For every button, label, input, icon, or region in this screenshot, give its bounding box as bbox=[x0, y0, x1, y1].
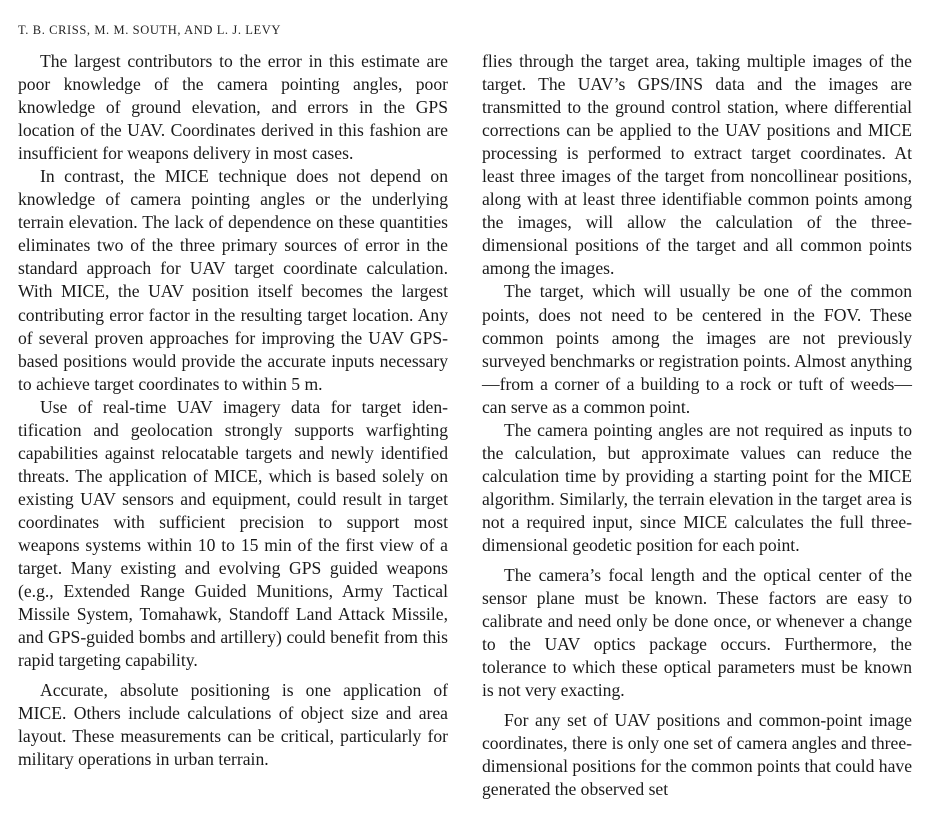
paragraph-common-points: The target, which will usually be one of the common points, does not need to be centered in the FOV. These common points among the images are not previously surveyed benchmarks or registration points. Almost anything—from a corner of a building to a rock or tuft of weeds—can serve as a common point. bbox=[482, 281, 912, 417]
left-column bbox=[18, 50, 448, 771]
paragraph-error-contributors: The largest contributors to the error in this estimate are poor knowledge of the camera pointing angles, poor knowledge of ground elevation, and errors in the GPS location of the UAV. Coordinates derived in this fashion are insufficient for weapons delivery in most cases. bbox=[18, 51, 448, 164]
running-head-authors: T. B. CRISS, M. M. SOUTH, AND L. J. LEVY bbox=[18, 23, 282, 37]
paragraph-applications: Accurate, absolute positioning is one application of MICE. Others include calculations of object size and area layout. These measurements can be critical, particularly for military operations in urban terrain. bbox=[18, 680, 448, 770]
paragraph-focal-length: The camera’s focal length and the optical center of the sensor plane must be known. These factors are easy to calibrate and need only be done once, or whenever a change to the UAV optics package occurs. Furthermore, the tolerance to which these optical parameters must be known is not very exacting. bbox=[482, 565, 912, 701]
right-column bbox=[482, 50, 912, 802]
paragraph-realtime-imagery: Use of real-time UAV imagery data for target identification and geolocation strongly supports warfighting capabilities against relocatable targets and newly identified threats. The application of MICE, which is based solely on existing UAV sensors and equipment, could result in target coordinates with sufficient precision to support most weapons systems within 10 to 15 min of the first view of a target. Many existing and evolving GPS guided weapons (e.g., Extended Range Guided Munitions, Army Tactical Missile System, Tomahawk, Standoff Land Attack Missile, and GPS-guided bombs and artillery) could benefit from this rapid targeting capability. bbox=[18, 396, 448, 671]
paragraph-mice-contrast: In contrast, the MICE technique does not depend on knowledge of camera pointing angles or the underlying terrain elevation. The lack of dependence on these quantities eliminates two of the three primary sources of error in the standard approach for UAV target coordinate calculation. With MICE, the UAV position itself becomes the largest contributing error factor in the resulting target location. Any of several proven approaches for improving the UAV GPS-based positions would provide the accurate inputs necessary to achieve target coordinates to within 5 m. bbox=[18, 166, 448, 394]
paragraph-flight-continued: flies through the target area, taking multiple images of the target. The UAV’s GPS/INS data and the images are transmitted to the ground control station, where differential corrections can be applied to the UAV positions and MICE processing is performed to extract target coordinates. At least three images of the target from noncollinear positions, along with at least three identifiable common points among the images, will allow the calculation of the three-dimensional positions of the target and all common points among the images. bbox=[482, 51, 912, 279]
paragraph-pointing-angles: The camera pointing angles are not required as inputs to the calculation, but approximate values can reduce the calculation time by providing a starting point for the MICE algorithm. Similarly, the terrain elevation in the target area is not a required input, since MICE calculates the full three-dimensional geodetic position for each point. bbox=[482, 419, 912, 555]
paragraph-uav-positions: For any set of UAV positions and common-point image coordinates, there is only one set of camera angles and three-dimensional positions for the common points that could have generated the observed set bbox=[482, 710, 913, 800]
